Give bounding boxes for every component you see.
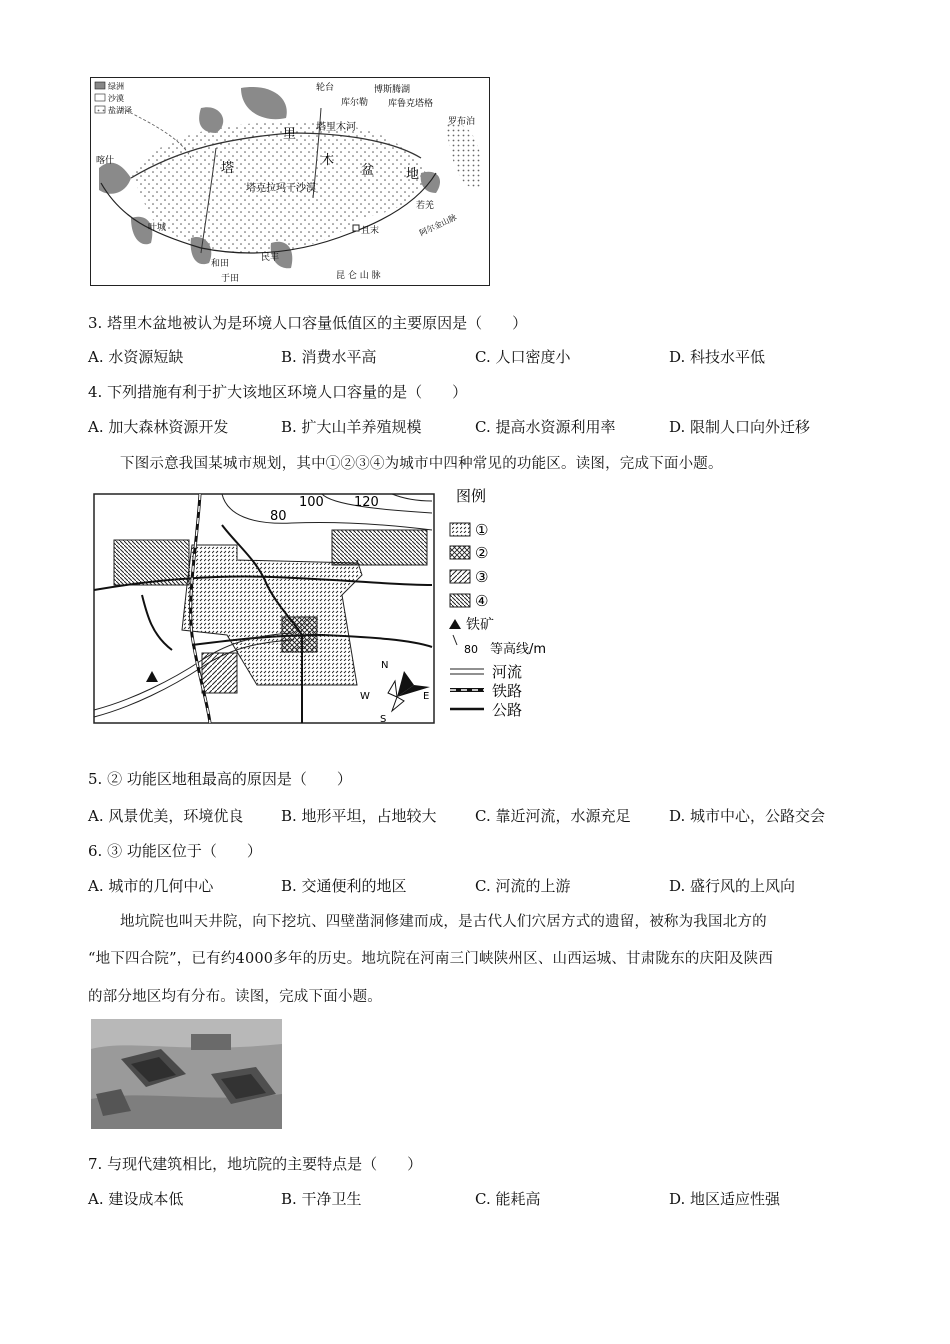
legend-saltlake: 盐湖泽	[108, 106, 132, 115]
oasis-north	[199, 107, 223, 133]
photo-graphic	[91, 1019, 282, 1129]
tarim-map-graphic	[91, 78, 489, 285]
lop-nur-salt-lake	[446, 122, 482, 188]
question-4-stem: 4. 下列措施有利于扩大该地区环境人口容量的是（ ）	[88, 383, 468, 401]
legend-saltlake-swatch	[95, 106, 105, 113]
q5-option-a[interactable]: A. 风景优美，环境优良	[88, 807, 244, 825]
legend-label-river: 河流	[492, 663, 523, 681]
q4-option-b[interactable]: B. 扩大山羊养殖规模	[281, 418, 422, 436]
legend-oasis-swatch	[95, 82, 105, 89]
contour-label-100: 100	[299, 495, 324, 510]
legend-label-1: ①	[475, 521, 489, 539]
q4-option-d[interactable]: D. 限制人口向外迁移	[669, 418, 811, 436]
q7-option-b[interactable]: B. 干净卫生	[281, 1190, 362, 1208]
legend-title: 图例	[456, 487, 487, 505]
q6-option-d[interactable]: D. 盛行风的上风向	[669, 877, 796, 895]
label-ta: 塔	[221, 161, 235, 176]
contour-label-120: 120	[354, 495, 379, 510]
legend-label-4: ④	[475, 592, 489, 610]
compass-s: S	[380, 714, 387, 725]
intro-city-planning: 下图示意我国某城市规划，其中①②③④为城市中四种常见的功能区。读图，完成下面小题。	[120, 456, 723, 472]
label-tarim-river: 塔里木河	[316, 122, 356, 133]
city-map-graphic	[92, 485, 562, 725]
tarim-basin-map	[90, 77, 490, 286]
dikengyuan-photo	[91, 1019, 282, 1129]
label-kashi: 喀什	[96, 156, 115, 166]
q4-option-c[interactable]: C. 提高水资源利用率	[475, 418, 616, 436]
legend-swatch-2	[450, 546, 470, 559]
compass-e: E	[423, 691, 430, 702]
q6-option-c[interactable]: C. 河流的上游	[475, 877, 571, 895]
oasis-kashi	[99, 163, 131, 194]
label-pen: 盆	[361, 163, 375, 178]
label-qiemo: 且末	[361, 226, 380, 236]
label-ruoqiang: 若羌	[416, 201, 435, 211]
q6-option-b[interactable]: B. 交通便利的地区	[281, 877, 407, 895]
intro-dikengyuan-line-3: 的部分地区均有分布。读图，完成下面小题。	[88, 989, 382, 1005]
label-kuerle: 库尔勒	[341, 98, 369, 108]
label-yecheng: 叶城	[148, 223, 167, 233]
qiemo-marker	[353, 225, 359, 231]
legend-oasis: 绿洲	[108, 82, 124, 91]
q4-option-a[interactable]: A. 加大森林资源开发	[88, 418, 229, 436]
label-kunlun: 昆 仑 山 脉	[336, 271, 381, 281]
intro-dikengyuan-line-1: 地坑院也叫天井院，向下挖坑、四壁凿洞修建而成，是古代人们穴居方式的遗留，被称为我国北方的	[120, 914, 767, 930]
q5-option-c[interactable]: C. 靠近河流，水源充足	[475, 807, 631, 825]
question-3-stem: 3. 塔里木盆地被认为是环境人口容量低值区的主要原因是（ ）	[88, 314, 528, 332]
legend-contour-tick	[453, 635, 457, 645]
legend-label-road: 公路	[492, 701, 523, 719]
legend-label-contour: 等高线/m	[490, 642, 547, 657]
label-luobupo: 罗布泊	[448, 117, 476, 127]
label-hetian: 和田	[211, 259, 230, 269]
label-yutian: 于田	[221, 274, 240, 284]
q3-option-a[interactable]: A. 水资源短缺	[88, 348, 184, 366]
question-5-stem: 5. ② 功能区地租最高的原因是（ ）	[88, 770, 352, 788]
compass-n: N	[381, 660, 389, 671]
legend-label-railway: 铁路	[492, 682, 523, 700]
label-kuluke: 库鲁克塔格	[388, 99, 434, 109]
label-di: 地	[406, 167, 420, 182]
label-bosten: 博斯腾湖	[374, 85, 411, 95]
legend-label-iron: 铁矿	[466, 617, 494, 633]
q3-option-c[interactable]: C. 人口密度小	[475, 348, 571, 366]
compass-w: W	[360, 691, 370, 702]
q7-option-d[interactable]: D. 地区适应性强	[669, 1190, 781, 1208]
legend-desert-swatch	[95, 94, 105, 101]
oasis-luntai	[241, 87, 287, 119]
label-li: 里	[283, 127, 297, 142]
legend-swatch-3	[450, 570, 470, 583]
q7-option-a[interactable]: A. 建设成本低	[88, 1190, 184, 1208]
intro-dikengyuan-line-2: “地下四合院”，已有约4000多年的历史。地坑院在河南三门峡陕州区、山西运城、甘肃陇东的庆阳及陕西	[88, 951, 774, 967]
legend-label-3: ③	[475, 568, 489, 586]
label-mu: 木	[321, 153, 335, 168]
label-luntai: 轮台	[316, 83, 335, 93]
label-minfeng: 民丰	[261, 253, 280, 263]
label-aerjin: 阿尔金山脉	[418, 212, 459, 238]
q3-option-b[interactable]: B. 消费水平高	[281, 348, 377, 366]
contour-label-80: 80	[270, 509, 287, 524]
legend-label-2: ②	[475, 544, 489, 562]
q6-option-a[interactable]: A. 城市的几何中心	[88, 877, 214, 895]
q5-option-b[interactable]: B. 地形平坦，占地较大	[281, 807, 437, 825]
zone-3	[202, 653, 237, 693]
zone-4-northeast	[332, 530, 427, 565]
zone-4-west	[114, 540, 189, 585]
q7-option-c[interactable]: C. 能耗高	[475, 1190, 541, 1208]
city-planning-map	[92, 485, 562, 725]
legend-swatch-1	[450, 523, 470, 536]
question-7-stem: 7. 与现代建筑相比，地坑院的主要特点是（ ）	[88, 1155, 423, 1173]
legend-swatch-4	[450, 594, 470, 607]
legend-desert: 沙漠	[108, 94, 124, 103]
q5-option-d[interactable]: D. 城市中心，公路交会	[669, 807, 826, 825]
q3-option-d[interactable]: D. 科技水平低	[669, 348, 766, 366]
legend-contour-value: 80	[464, 643, 478, 656]
question-6-stem: 6. ③ 功能区位于（ ）	[88, 842, 262, 860]
label-taklamakan: 塔克拉玛干沙漠	[246, 183, 316, 194]
legend-iron-mine-icon	[449, 619, 461, 629]
